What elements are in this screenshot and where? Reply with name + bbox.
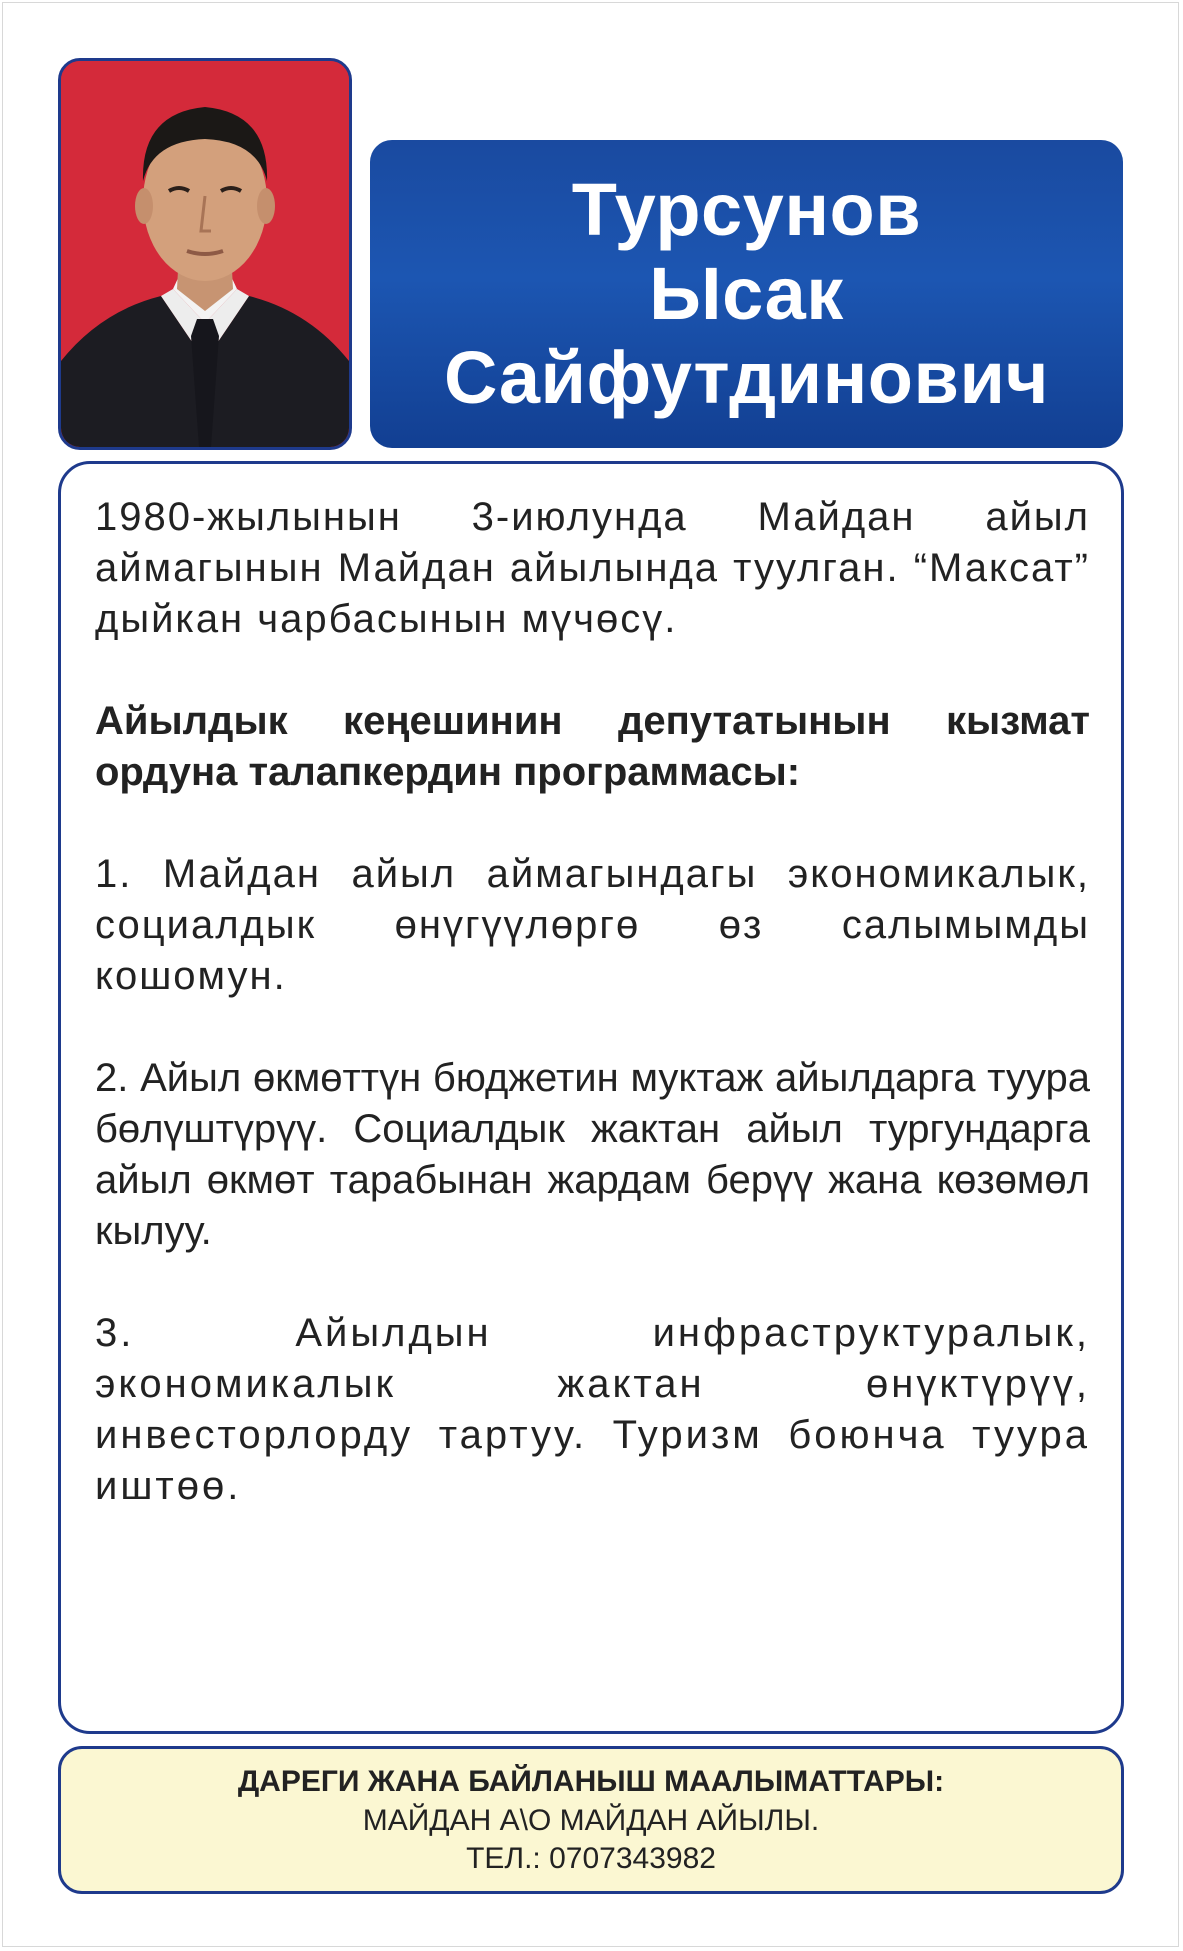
contact-phone: ТЕЛ.: 0707343982 <box>466 1842 716 1875</box>
candidate-photo <box>58 58 352 450</box>
program-heading: Айылдык кеңешинин депутатынын кызмат ордуна талапкердин программасы: <box>95 699 1090 794</box>
biography-paragraph: 1980-жылынын 3-июлунда Майдан айыл аймагынын Майдан айылында туулган. “Максат” дыйкан чарбасынын мүчөсү. <box>95 495 1090 641</box>
program-item-3: 3. Айылдын инфраструктуралык, экономикалык жактан өнүктүрүү, инвесторлорду тартуу. Туризм боюнча туура иштөө. <box>95 1311 1090 1508</box>
contact-info-box <box>58 1746 1124 1894</box>
candidate-name-banner <box>370 140 1123 448</box>
contact-address: МАЙДАН А\О МАЙДАН АЙЫЛЫ. <box>362 1804 820 1837</box>
program-text <box>95 492 1090 1563</box>
program-content-box <box>58 461 1124 1734</box>
program-item-1: 1. Майдан айыл аймагындагы экономикалык, социалдык өнүгүүлөргө өз салымымды кошомун. <box>95 852 1090 998</box>
candidate-surname: Турсунов <box>571 168 922 251</box>
candidate-first-name: Ысак <box>649 252 844 335</box>
candidate-patronymic: Сайфутдинович <box>444 336 1049 419</box>
portrait-illustration <box>61 61 349 447</box>
program-item-2: 2. Айыл өкмөттүн бюджетин муктаж айылдарга туура бөлүштүрүү. Социалдык жактан айыл тургундарга айыл өкмөт тарабынан жардам берүү жана көзөмөл кылуу. <box>95 1056 1090 1253</box>
contact-heading: ДАРЕГИ ЖАНА БАЙЛАНЫШ МААЛЫМАТТАРЫ: <box>237 1765 945 1798</box>
